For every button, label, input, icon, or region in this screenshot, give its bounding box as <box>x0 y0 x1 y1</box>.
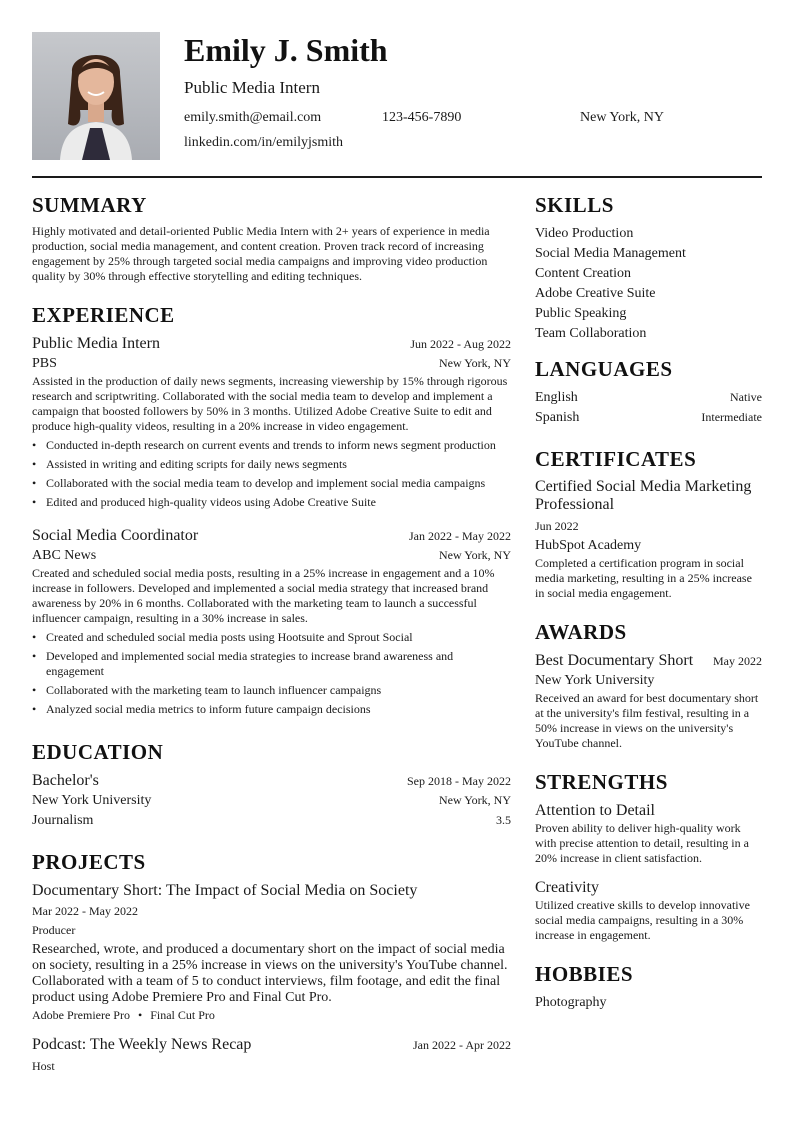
award-description: Received an award for best documentary short at the university's film festival, resulting in a 50% increase in views on the university's YouTube channel. <box>535 691 759 750</box>
job-location: New York, NY <box>438 548 511 562</box>
skill-item: Adobe Creative Suite <box>535 286 656 301</box>
list-item: • Developed and implemented social media strategies to increase brand awareness and engagement <box>32 649 511 679</box>
degree: Bachelor's <box>32 772 99 789</box>
project-tools <box>32 1008 511 1023</box>
list-item: • Conducted in-depth research on current events and trends to inform news segment production <box>32 438 511 453</box>
list-item: • Created and scheduled social media posts using Hootsuite and Sprout Social <box>32 630 511 645</box>
project-dates: Jan 2022 - Apr 2022 <box>413 1038 511 1052</box>
award-issuer: New York University <box>535 673 655 688</box>
school-location: New York, NY <box>438 793 511 807</box>
skill-item: Social Media Management <box>535 246 686 261</box>
job-dates: Jun 2022 - Aug 2022 <box>410 337 511 351</box>
strength-description: Proven ability to deliver high-quality work with precise attention to detail, resulting in a 20% increase in client satisfaction. <box>535 821 749 865</box>
experience-entry <box>32 334 511 510</box>
project-title: Podcast: The Weekly News Recap <box>32 1036 252 1053</box>
certificate-issuer: HubSpot Academy <box>535 538 642 553</box>
summary-text: Highly motivated and detail-oriented Public Media Intern with 2+ years of experience in media production, social media management, and content creation. Proven track record of increasing engagement by 25% through targeted social media campaigns and improving video production quality by 30% through effective storytelling and editing techniques. <box>32 224 490 283</box>
list-item: • Assisted in writing and editing scripts for daily news segments <box>32 457 511 472</box>
header-divider <box>32 176 762 178</box>
strengths-section <box>535 769 762 943</box>
language-name: English <box>535 390 578 405</box>
award-date: May 2022 <box>713 654 762 668</box>
skill-item: Public Speaking <box>535 306 627 321</box>
tool-tag: Adobe Premiere Pro <box>32 1008 130 1022</box>
strength-name: Attention to Detail <box>535 802 655 819</box>
section-heading: EDUCATION <box>32 740 164 764</box>
gpa: 3.5 <box>496 813 511 827</box>
skill-item: Video Production <box>535 226 634 241</box>
school-name: New York University <box>32 793 152 808</box>
candidate-title: Public Media Intern <box>184 78 320 97</box>
linkedin-link[interactable]: linkedin.com/in/emilyjsmith <box>184 135 344 150</box>
profile-photo <box>32 32 160 160</box>
language-level: Intermediate <box>701 410 762 424</box>
section-heading: HOBBIES <box>535 962 634 986</box>
projects-section <box>32 849 511 1074</box>
certificate-name: Certified Social Media Marketing Professional <box>535 478 752 513</box>
languages-section <box>535 356 762 428</box>
project-role: Producer <box>32 923 76 937</box>
project-entry <box>32 1035 511 1074</box>
job-employer: PBS <box>32 356 57 371</box>
strength-name: Creativity <box>535 879 599 896</box>
experience-entry <box>32 526 511 717</box>
main-column <box>32 192 511 1074</box>
summary-section <box>32 192 511 284</box>
field-of-study: Journalism <box>32 813 94 828</box>
section-heading: EXPERIENCE <box>32 303 175 327</box>
education-section <box>32 739 511 831</box>
job-description: Assisted in the production of daily news segments, increasing viewership by 15% through rigorous research and scriptwriting. Collaborated with the social media team to develop and implement a campaign that boosted followers by 50% in 3 months. Utilized Adobe Creative Suite to edit and produce high-quality videos, resulting in a 20% increase in video engagement. <box>32 374 508 433</box>
section-heading: PROJECTS <box>32 850 146 874</box>
location: New York, NY <box>580 110 665 125</box>
section-heading: SKILLS <box>535 193 614 217</box>
job-bullets <box>32 630 511 717</box>
project-title: Documentary Short: The Impact of Social Media on Society <box>32 882 418 899</box>
list-item: • Analyzed social media metrics to inform future campaign decisions <box>32 702 511 717</box>
job-description: Created and scheduled social media posts, resulting in a 25% increase in engagement and a 10% increase in followers. Developed and implemented a social media strategy that increased brand awareness by 20% in 6 months. Collaborated with the marketing team to launch a successful influencer campaign, resulting in a 30% increase in sales. <box>32 566 495 625</box>
job-title: Social Media Coordinator <box>32 527 199 544</box>
project-description: Researched, wrote, and produced a documentary short on the impact of social media on society, resulting in a 25% increase in views on the university's YouTube channel. Collaborated with a team of 5 to conduct interviews, film footage, and edit the final product using Adobe Premiere Pro and Final Cut Pro. <box>32 942 508 1005</box>
section-heading: LANGUAGES <box>535 357 673 381</box>
job-location: New York, NY <box>438 356 511 370</box>
project-dates: Mar 2022 - May 2022 <box>32 904 138 918</box>
section-heading: STRENGTHS <box>535 770 668 794</box>
strength-description: Utilized creative skills to develop innovative social media campaigns, resulting in a 30% increase in engagement. <box>535 898 750 942</box>
project-entry <box>32 881 511 1023</box>
experience-section <box>32 302 511 717</box>
language-level: Native <box>730 390 762 404</box>
certificate-description: Completed a certification program in social media marketing, resulting in a 25% increase in social media engagement. <box>535 556 752 600</box>
job-employer: ABC News <box>32 548 97 563</box>
certificates-section <box>535 446 762 601</box>
job-bullets <box>32 438 511 510</box>
tag-separator: • <box>137 1008 143 1022</box>
tool-tag: Final Cut Pro <box>150 1008 215 1022</box>
skill-item: Team Collaboration <box>535 326 647 341</box>
certificate-date: Jun 2022 <box>535 519 579 533</box>
awards-section <box>535 619 762 751</box>
section-heading: AWARDS <box>535 620 627 644</box>
phone-number: 123-456-7890 <box>382 110 462 125</box>
section-heading: CERTIFICATES <box>535 447 697 471</box>
education-dates: Sep 2018 - May 2022 <box>407 774 511 788</box>
hobby-item: Photography <box>535 995 607 1010</box>
language-name: Spanish <box>535 410 580 425</box>
list-item: • Collaborated with the marketing team to launch influencer campaigns <box>32 683 511 698</box>
section-heading: SUMMARY <box>32 193 147 217</box>
skills-section <box>535 192 762 344</box>
list-item: • Collaborated with the social media team to develop and implement social media campaigns <box>32 476 511 491</box>
job-title: Public Media Intern <box>32 335 160 352</box>
email-link[interactable]: emily.smith@email.com <box>184 110 322 125</box>
hobbies-section <box>535 961 762 1013</box>
skill-item: Content Creation <box>535 266 632 281</box>
list-item: • Edited and produced high-quality videos using Adobe Creative Suite <box>32 495 511 510</box>
job-dates: Jan 2022 - May 2022 <box>409 529 511 543</box>
sidebar-column <box>535 192 762 1013</box>
award-name: Best Documentary Short <box>535 652 694 669</box>
project-role: Host <box>32 1059 55 1073</box>
candidate-name: Emily J. Smith <box>184 32 388 68</box>
resume-header <box>32 32 762 160</box>
